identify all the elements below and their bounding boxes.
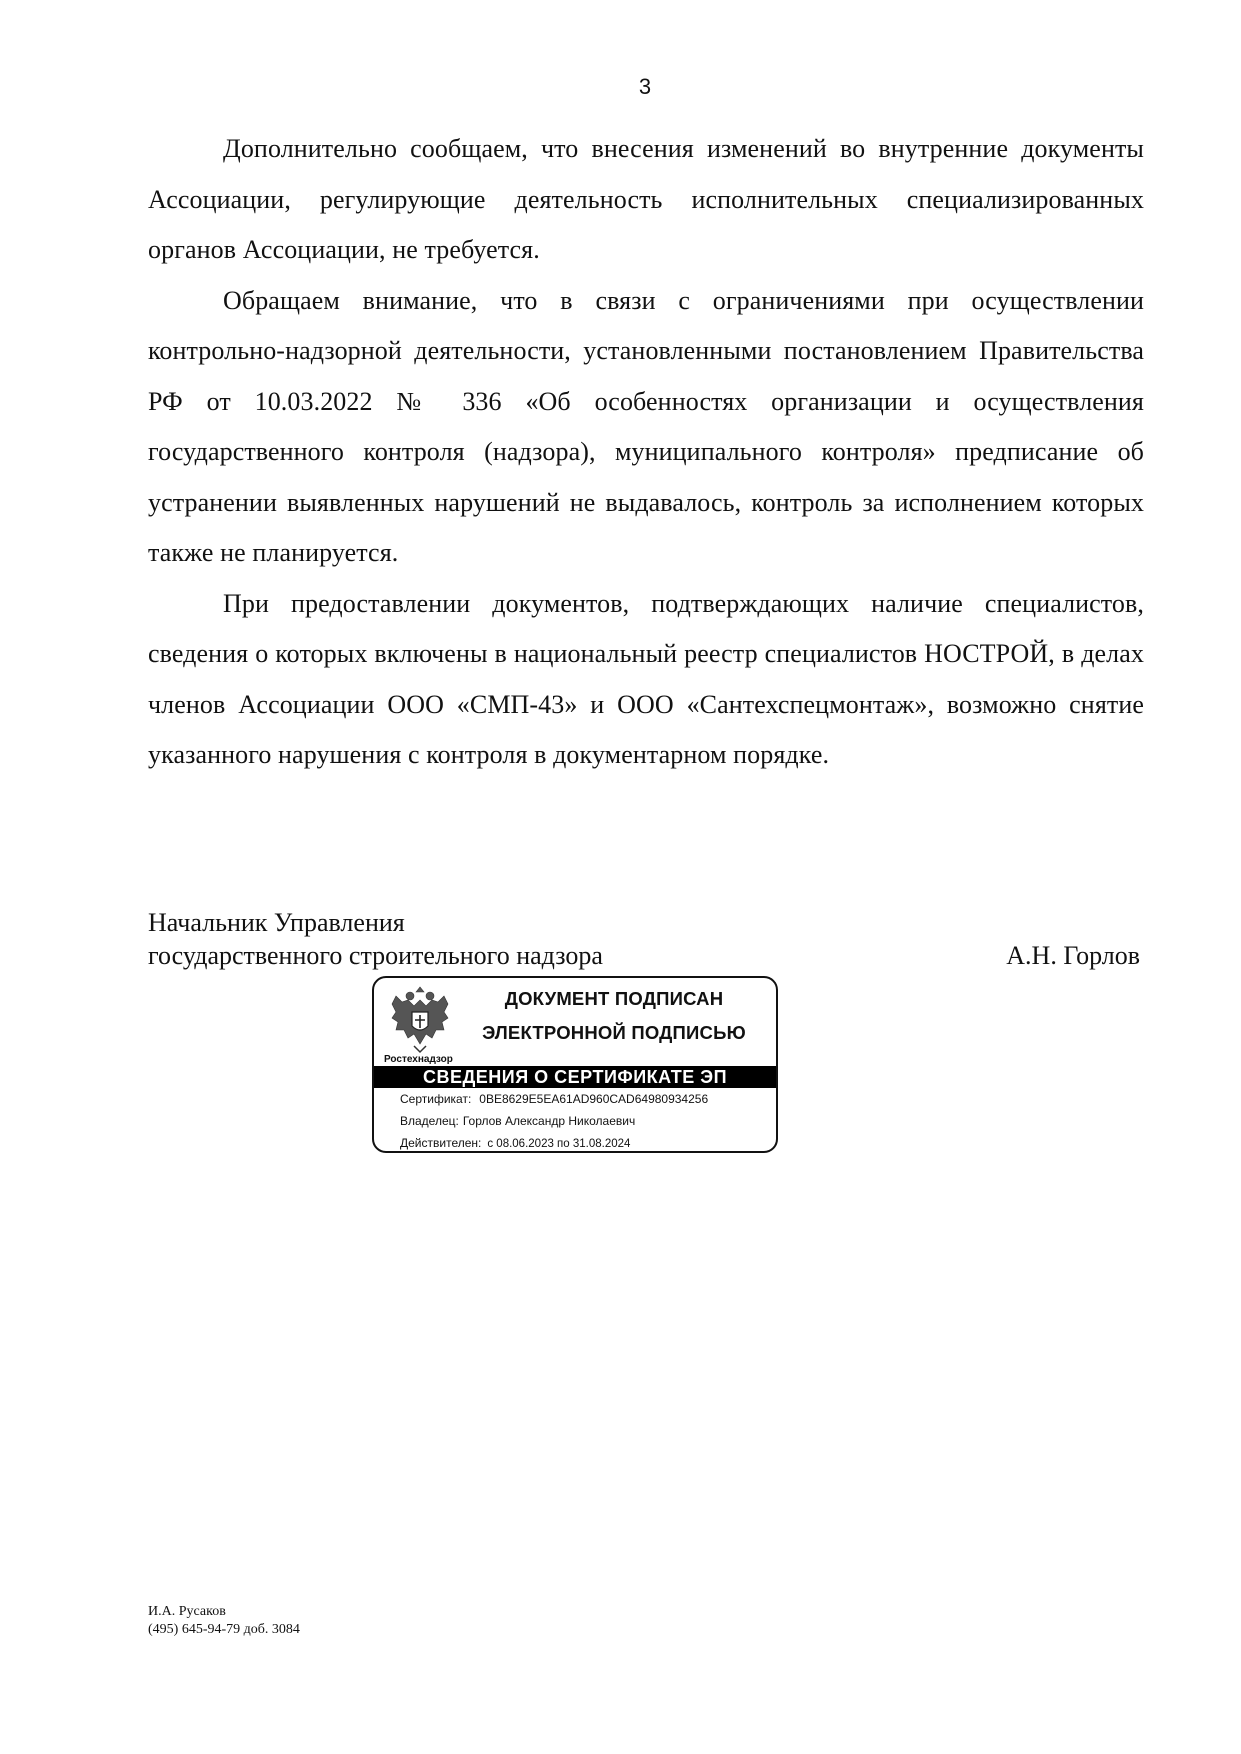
stamp-title-line-1: ДОКУМЕНТ ПОДПИСАН	[504, 988, 724, 1009]
page-number: 3	[638, 74, 652, 99]
stamp-certificate-header: СВЕДЕНИЯ О СЕРТИФИКАТЕ ЭП	[374, 1066, 776, 1088]
signature-block	[148, 906, 1144, 972]
owner-value: Горлов Александр Николаевич	[462, 1114, 636, 1128]
stamp-title-line-2: ЭЛЕКТРОННОЙ ПОДПИСЬЮ	[482, 1022, 746, 1043]
stamp-owner-row	[400, 1114, 635, 1128]
certificate-label: Сертификат:	[400, 1092, 472, 1106]
signer-position-line-2: государственного строительного надзора	[148, 941, 603, 970]
stamp-validity-row	[400, 1136, 630, 1150]
signer-name: А.Н. Горлов	[1006, 941, 1140, 970]
paragraph-3: При предоставлении документов, подтверждающих наличие специалистов, сведения о которых включены в национальный реестр специалистов НОСТРОЙ, в делах членов Ассоциации ООО «СМП-43» и ООО «Сантехспецмонтаж», возможно снятие указанного нарушения с контроля в документарном порядке.	[148, 588, 1144, 769]
validity-label: Действителен:	[400, 1136, 482, 1150]
certificate-value: 0BE8629E5EA61AD960CAD64980934256	[479, 1092, 709, 1106]
executor-footer	[148, 1603, 300, 1639]
owner-label: Владелец:	[400, 1114, 459, 1128]
paragraph-1: Дополнительно сообщаем, что внесения изменений во внутренние документы Ассоциации, регулирующие деятельность исполнительных специализированных органов Ассоциации, не требуется.	[148, 134, 1144, 264]
executor-name: И.А. Русаков	[148, 1604, 226, 1619]
letter-body	[148, 124, 1144, 781]
signer-position-line-1: Начальник Управления	[148, 908, 405, 937]
electronic-signature-stamp	[372, 976, 778, 1153]
stamp-certificate-row	[400, 1092, 708, 1106]
double-headed-eagle-emblem-icon	[388, 986, 452, 1056]
validity-value: с 08.06.2023 по 31.08.2024	[487, 1138, 631, 1150]
paragraph-2: Обращаем внимание, что в связи с ограничениями при осуществлении контрольно-надзорной деятельности, установленными постановлением Правительства РФ от 10.03.2022 № 336 «Об особенностях организации и осуществления государственного контроля (надзора), муниципального контроля» предписание об устранении выявленных нарушений не выдавалось, контроль за исполнением которых также не планируется.	[148, 285, 1144, 567]
executor-phone: (495) 645-94-79 доб. 3084	[148, 1622, 300, 1637]
stamp-agency-name: Ростехнадзор	[384, 1054, 453, 1065]
